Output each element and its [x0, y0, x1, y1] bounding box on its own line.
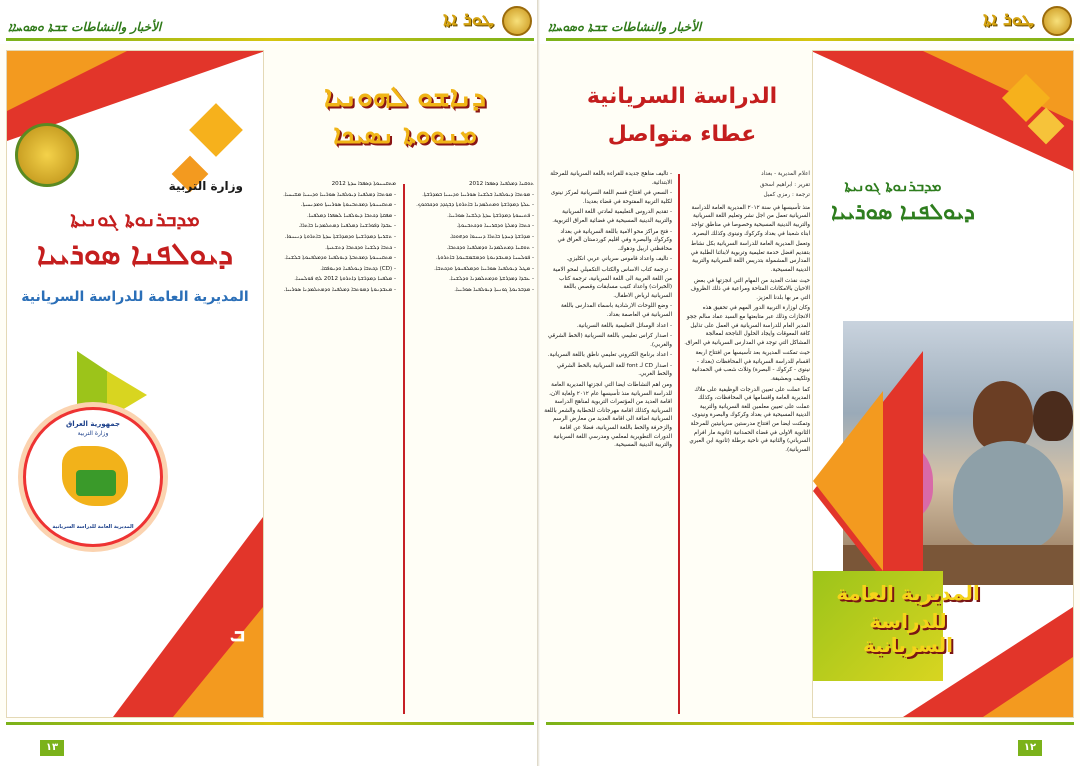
magazine-logo-icon [1042, 6, 1072, 36]
article-paragraph: - ܥܒܕܐ ܕܦܘܪܫܢܐ ܕܡܠܦܢܐ ܕܡܬܠܡܕܢܐ ܒܐܬܪܐ. [298, 223, 396, 230]
orange-corner-top [7, 51, 127, 111]
article-paragraph: - ܡܕܒܪܢܘܬܐ ܓܘܢܝܬܐ ܕܝܘܠܦܢܐ ܣܘܪܝܝܐ. [454, 286, 534, 293]
article-paragraph: - ܡܠܦܢܐ ܕܡܕܪܫܬܐ ܕܐܬܪܘܬܐ 2012 ܠܗ ܦܘܠܚܢܐ. [294, 276, 396, 283]
article-paragraph: - ܡܬܩܢܢܘܬܐ ܕܡܟܬܒܢܘܬܐ ܣܘܪܝܝܬܐ ܘܡܕܢܚܝܬܐ. [300, 202, 396, 209]
byline-translator: ترجمة : رمزي كميل [763, 192, 810, 199]
cover-arabic-title: المديرية العامة للدراسة السريانية [21, 289, 249, 305]
orange-corner-bottom [983, 657, 1073, 717]
article-paragraph: - ܡܬܩܢܢܘܬܐ ܕܡܟܬܒܬܐ ܕܝܘܠܦܢܐ ܘܕܡܠܦܢܘܬܐ ܒܠܫܢܐ. [284, 255, 396, 262]
article-paragraph: وتعمل المديرية العامة للدراسة السريانية بكل نشاط بتقديم افضل خدمة تعليمية وتربوية لابنائنا الطلبة في المدارس المشمولة بتدريس اللغة السريانية والتربية الدينية المسيحية. [690, 241, 810, 273]
article-paragraph: - ܬܘܩܢܐ ܕܡܬܠܡܕܢܐ ܘܕܡܠܦܢܐ ܘܕܟܬܒܐ. [446, 244, 534, 251]
article-paragraph: منذ تأسيسها في سنة ٢٠١٢ المديرية العامة للدراسة السريانية تعمل من اجل نشر وتعليم اللغة السريانية والتربية الدينية المسيحية وخصوصا في مناطق تواجد ابناء شعبنا في بغداد وكركوك ونينوى وكذلك البصرة. [691, 204, 810, 237]
article-paragraph: - اصدار CD لـ font للغة السريانية بالخط الشرقي والخط الغربي. [556, 362, 672, 378]
article-headline-2: عطاء متواصل [607, 122, 757, 147]
article-title-syriac-2: ܡܢܘܘܬܐ ܢܣܝܟܐ [333, 120, 477, 150]
magazine-logo-icon [502, 6, 532, 36]
page-number: ١٣ [40, 740, 64, 756]
page-header [540, 0, 1080, 44]
article-title-syriac-1: ܕܢܐܫܘ ܠܗܘܢܝܐ [324, 80, 486, 113]
article-paragraph: كما عملت على تعيين الدرجات الوظيفية على ملاك المديرية العامة واقسامها في المحافظات، وكذلك عملت على تعيين معلمين للغة السريانية والتربية الدينية المسيحية في بغداد وكركوك والبصرة ونينوى، وتمكنت ايضا من افتتاح مدرستين سريانيتين للمرحلة الثانوية الاولى في قضاء الحمدانية (ثانوية مار افرام السرياني) والثانية في ناحية برطلة (ثانوية ابن العبري السريانية). [689, 386, 810, 453]
article-paragraph: - ܟܬܒܐ ܕܡܠܬܐ ܘܕܩܪܝܢܐ ܘܕܟܬܒܢܘܬܐ. [456, 223, 534, 230]
article-paragraph: - ܡܛܠ ܕܝܘܠܦܢܐ ܣܘܪܝܝܐ ܘܕܡܠܦܢܘܬܐ ܘܕܟܬܒܐ. [434, 265, 534, 272]
cover-syriac-line2: ܕܝܘܠܦܢܐ ܣܘܪܝܝܐ [831, 199, 975, 225]
book-icon [76, 470, 116, 496]
byline-source: اعلام المديرية - بغداد [761, 171, 810, 177]
article-paragraph: وكان لوزارة التربية الدور المهم في تحقيق هذه الانجازات وذلك عبر متابعتها مع السيد عماد سالم ججو المدير العام للدراسة السريانية في العمل على تذليل كافة المعوقات وايجاد الحلول الناجحة لمعالجة المشاكل التي توجد في المدارس السريانية في العراق. [684, 305, 810, 346]
article-paragraph: - اصدار كراس تعليمي باللغة السريانية (الخط الشرقي والغربي). [547, 333, 672, 348]
cover-panel-right [812, 50, 1074, 718]
header-rule [546, 38, 1074, 41]
page-footer [0, 720, 540, 766]
ministry-seal-icon [15, 123, 79, 187]
article-paragraph: - (CD) ܕܟܬܒܐ ܕܝܘܠܦܢܐ ܘܕܢܘܦܩܐ. [320, 265, 396, 272]
arabic-column-b [544, 170, 672, 718]
ministry-label: وزارة التربية [168, 179, 243, 193]
article-paragraph: - ترجمة كتاب الاساس والكتاب التكميلي لمحو الامية من اللغة العربية الى اللغة السريانية، ترجمة كتاب (الخبرات) واعداد كتيب مسابقات وقصص باللغة السريانية لرياض الاطفال. [552, 266, 672, 299]
section-strip: الأخبار والنشاطات ܫܒܬܐ ܘܣܘܚܐܐ [548, 20, 702, 34]
article-paragraph: - ܥܒܕܐ ܕܡܕܪܫܬܐ ܘܕܡܬܠܡܕܢܐ ܘܕܠܫܢܐ. [449, 276, 534, 283]
article-paragraph: ومن اهم النشاطات ايضا التي انجزتها المديرية العامة للدراسة السريانية منذ تأسيسها عام ٢٠١٢ ولغاية الان، اقامة العديد من المؤتمرات التربوية لمناهج الدراسة السريانية وكذلك اقامة مهرجانات للخطابة والشعر باللغة السريانية اضافة الى اقامة العديد من معارض الرسم والزخرفة والخط باللغة السريانية، فضلا عن اقامة الدورات التطويرية لمعلمي ومدرسي اللغة السريانية والتربية الدينية المسيحية. [544, 382, 672, 449]
article-paragraph: - تاليف مناهج جديدة للقراءة باللغة السريانية للمرحلة الابتدائية. [550, 171, 672, 186]
arabic-column-a [684, 170, 810, 718]
emblem-text-1: جمهورية العراق [65, 420, 121, 428]
article-paragraph: - ܡܘܬܒܐ ܕܝܘܠܦܢܐ ܒܠܫܢܐ ܣܘܪܝܝܐ ܘܕܝܢܝܐ ܒܡܕܪܫܬܐ. [422, 191, 534, 198]
column-divider [403, 184, 405, 714]
orange-corner-bottom [173, 607, 263, 717]
article-paragraph: حيث تمكنت المديرية بعد تأسيسها من افتتاح اربعة اقسام للدراسة السريانية في المحافظات (بغداد - نينوى - كركوك - البصرة) وثلاث شعب في الحمدانية وتلكيف وبعشيقة. [691, 350, 810, 383]
article-paragraph: - تقديم الدروس التعليمية لمادتي اللغة السريانية والتربية الدينية المسيحية في فضائية العراق التربوية. [552, 209, 672, 224]
article-paragraph: - وضع اللوحات الارشادية باسماء المدارس باللغة السريانية في العاصمة بغداد. [561, 303, 672, 318]
cover-arabic-title-2: للدراسة السريانية [863, 609, 953, 657]
article-paragraph: - ܦܬܝܚܘܬܐ ܕܡܕܪܫܬܐ ܚܕܬܐ ܕܠܫܢܐ ܣܘܪܝܝܐ. [447, 212, 534, 219]
syriac-column-b [410, 180, 534, 716]
article-paragraph: - تاليف واعداد قاموس سرياني عربي انكليزي. [566, 256, 672, 263]
article-paragraph: - ܦܘܠܚܢܐ ܕܡܥܒܕܢܘܬܐ ܘܕܡܫܡܫܢܘܬܐ ܒܐܬܪܘܬܐ. [435, 255, 534, 262]
article-paragraph: - اعداد برنامج الكتروني تعليمي ناطق باللغة السريانية. [547, 352, 672, 359]
footer-rule [546, 722, 1074, 725]
article-paragraph: - ܥܠܬܐ ܕܡܕܪܫܬܐ ܘܡܬܠܡܕܢܐ ܒܐܬܪܘܬܐ ܕܒܓܕܕ ܘܕܟܪܟܘܟ. [416, 202, 534, 209]
header-rule [6, 38, 534, 41]
orange-wedge-shape [813, 391, 883, 571]
article-paragraph: - ܬܫܪܝܬܐ ܕܡܕܪܫܝܬܐ ܘܕܡܕܪܫܬܐ ܚܕܬܐ ܒܐܬܪܘܬܐ ܕܢܝܢܘܐ. [284, 233, 396, 240]
article-paragraph: - فتح مراكز محو الامية باللغة السريانية في بغداد وكركوك والبصرة وفي اقليم كوردستان العراق في محافظتي اربيل ودهوك. [557, 228, 672, 252]
article-headline-1: الدراسة السريانية [586, 84, 778, 109]
emblem-text-3: المديرية العامة للدراسة السريانية [52, 524, 134, 530]
article-paragraph: - ܡܘܬܒܐ ܕܡܠܦܢܐ ܕܝܘܠܦܢܐ ܣܘܪܝܝܐ ܘܕܝܢܝܐ ܡܫܝܚܝܐ. [283, 191, 396, 198]
right-page [540, 0, 1080, 766]
ornament-glyph: ܒ [229, 621, 245, 647]
magazine-brand: ܛܘܪ ܐܬܐ [983, 9, 1034, 30]
article-paragraph: - اعداد الوسائل التعليمية باللغة السريانية. [576, 322, 672, 329]
cover-arabic-title-1: المديرية العامة [836, 581, 980, 605]
photo-figure [953, 441, 1063, 551]
article-paragraph: - ܡܦܩܬܐ ܕܟܬܒܐ ܕܝܘܠܦܢܐ ܠܣܦܪܐ ܕܡܠܦܢܐ. [306, 212, 396, 219]
photo-figure [1033, 391, 1073, 441]
cover-syriac-line2: ܕܝܘܠܦܢܐ ܣܘܪܝܝܐ [36, 237, 234, 272]
article-paragraph: حيث نفذت العديد من المهام التي انجزتها في بعض الاحيان بالامكانات المتاحة ومراعية في ذلك الظروف التي مر بها بلدنا العزيز. [690, 277, 810, 301]
page-number: ١٢ [1018, 740, 1042, 756]
emblem-text-2: وزارة التربية [77, 430, 109, 437]
column-divider [678, 174, 680, 714]
magazine-brand: ܛܘܪ ܐܬܐ [443, 9, 494, 30]
article-paragraph: ܬܘܩܢܐ ܕܡܠܦܢܐ ܕܣܦܪܐ 2012 [469, 181, 534, 187]
cover-syriac-line1: ܡܕܒܪܢܘܬܐ ܓܘܢܝܬܐ [70, 207, 200, 231]
cover-syriac-line1: ܡܕܒܪܢܘܬܐ ܓܘܢܝܬܐ [844, 177, 942, 195]
page-footer [540, 720, 1080, 766]
orange-corner-top [923, 51, 1073, 121]
page-header [0, 0, 540, 44]
section-strip: الأخبار والنشاطات ܫܒܬܐ ܘܣܘܚܐܐ [8, 20, 162, 34]
byline-reporter: تقرير : ابراهيم اسحق [760, 181, 810, 188]
article-paragraph: ܡܬܩܢܢܘܬܐ ܕܣܦܪܐ ܚܕܬܐ 2012 [331, 181, 396, 187]
article-paragraph: - السعي في افتتاح قسم اللغة السريانية لمركز نينوى لكلية التربية المفتوحة في قضاء بغديدا. [550, 190, 672, 205]
article-paragraph: - ܟܬܒܐ ܕܠܫܢܐ ܘܕܟܬܒܐ ܕܬܫܥܝܬܐ. [325, 244, 396, 251]
cover-panel-left [6, 50, 264, 718]
article-paragraph: - ܡܕܪܫܬܐ ܕܚܕܬܐ ܒܐܬܪܐ ܕܢܝܢܘܐ ܘܕܗܘܟܐ. [449, 233, 534, 240]
footer-rule [6, 722, 534, 725]
article-paragraph: - ܡܥܒܕܢܘܬܐ ܕܡܘܬܒܐ ܕܡܠܦܢܐ ܘܕܡܬܠܡܕܢܐ ܣܘܪܝܝܐ. [283, 286, 396, 293]
syriac-column-a [272, 180, 396, 716]
